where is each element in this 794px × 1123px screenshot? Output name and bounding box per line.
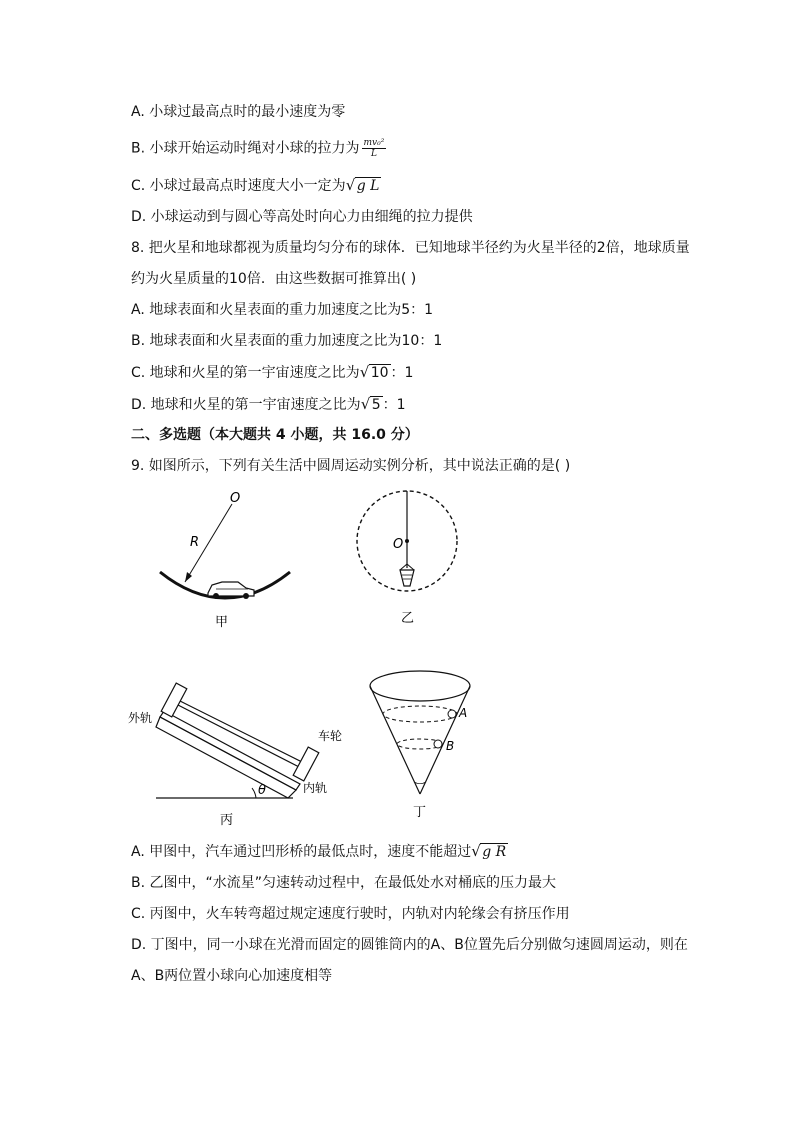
q9-option-c: C. 丙图中，火车转弯超过规定速度行驶时，内轨对内轮缘会有挤压作用 [131,906,570,922]
figure-yi [355,488,465,628]
q9-option-a-text: A. 甲图中，汽车通过凹形桥的最低点时，速度不能超过 [131,844,472,860]
sqrt-radicand: 10 [370,365,389,381]
label-o: O [393,537,404,552]
q7-option-b-fraction [362,138,387,159]
q7-option-a: A. 小球过最高点时的最小速度为零 [131,104,346,120]
q7-option-b-text: B. 小球开始运动时绳对小球的拉力为 [131,140,360,157]
q8-stem-line1: 8. 把火星和地球都视为质量均匀分布的球体．已知地球半径约为火星半径的2倍，地球质量 [131,240,690,256]
q9-stem: 9. 如图所示，下列有关生活中圆周运动实例分析，其中说法正确的是( ) [131,458,571,474]
sqrt-expression [360,363,391,383]
fraction-numerator: mv₀² [363,138,385,148]
q8-option-a: A. 地球表面和火星表面的重力加速度之比为5：1 [131,302,434,318]
q7-option-b [131,138,386,159]
q7-option-d: D. 小球运动到与圆心等高处时向心力由细绳的拉力提供 [131,209,473,225]
q8-option-c-text: C. 地球和火星的第一宇宙速度之比为 [131,365,360,381]
q8-option-c [131,363,413,383]
sqrt-expression [471,842,508,862]
sqrt-radicand: 5 [371,397,381,413]
figure-bing [128,672,358,832]
label-theta: θ [258,783,266,798]
label-o: O [230,491,241,506]
fraction-denominator: L [370,149,377,159]
caption-ding: 丁 [413,805,427,820]
sqrt-radicand: g R [482,844,507,860]
q8-option-b: B. 地球表面和火星表面的重力加速度之比为10：1 [131,333,443,349]
q9-option-d-line2: A、B两位置小球向心加速度相等 [131,968,333,984]
figure-jia [150,488,300,638]
caption-jia: 甲 [215,615,229,630]
label-a: A [459,706,468,720]
q8-option-d [131,395,406,415]
q9-option-b: B. 乙图中，“水流星”匀速转动过程中，在最低处水对桶底的压力最大 [131,875,557,891]
q8-option-d-text: D. 地球和火星的第一宇宙速度之比为 [131,397,361,413]
ratio-suffix: ：1 [390,365,414,381]
sqrt-expression [361,395,383,415]
label-r: R [190,535,200,550]
q9-option-a [131,842,508,862]
q7-option-c-text: C. 小球过最高点时速度大小一定为 [131,178,346,194]
caption-bing: 丙 [220,813,234,828]
figure-ding [360,664,480,824]
label-inner-rail: 内轨 [303,781,328,795]
car-icon [208,582,254,599]
q7-option-c [131,176,381,196]
q9-option-d-line1: D. 丁图中，同一小球在光滑而固定的圆锥筒内的A、B位置先后分别做匀速圆周运动，则在 [131,937,688,953]
ratio-suffix: ：1 [382,397,406,413]
label-outer-rail: 外轨 [128,711,153,725]
q8-stem-line2: 约为火星质量的10倍．由这些数据可推算出( ) [131,271,417,287]
label-b: B [446,739,455,753]
label-wheel: 车轮 [318,729,343,743]
sqrt-radicand: g L [356,178,380,194]
sqrt-expression [346,176,382,196]
caption-yi: 乙 [401,611,415,626]
section-heading: 二、多选题（本大题共 4 小题，共 16.0 分） [131,427,419,443]
